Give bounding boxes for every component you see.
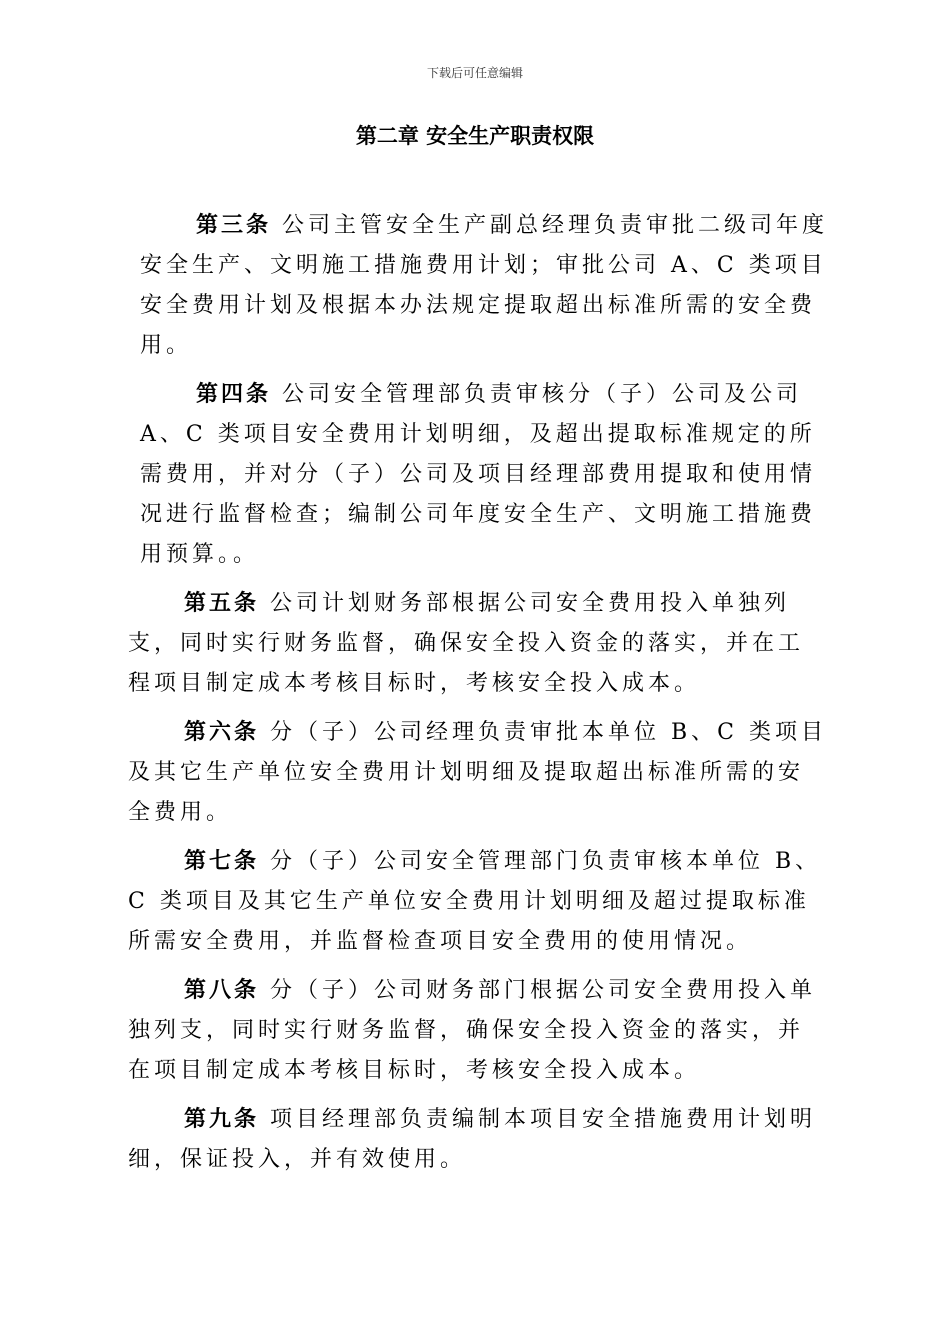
article-7 [128,841,828,962]
article-6 [128,712,828,833]
article-label: 第六条 [184,719,260,745]
article-text: 项目经理部负责编制本项目安全措施费用计划明细，保证投入，并有效使用。 [128,1107,817,1172]
article-9 [128,1099,828,1180]
article-label: 第三条 [196,212,272,238]
article-text: 分（子）公司经理负责审批本单位 B、C 类项目及其它生产单位安全费用计划明细及提取超出标准所需的安全费用。 [128,720,827,825]
article-label: 第七条 [184,848,260,874]
article-text: 分（子）公司安全管理部门负责审核本单位 B、C 类项目及其它生产单位安全费用计划明细及超过提取标准所需安全费用，并监督检查项目安全费用的使用情况。 [128,849,822,954]
article-text: 公司计划财务部根据公司安全费用投入单独列支，同时实行财务监督，确保安全投入资金的落实，并在工程项目制定成本考核目标时，考核安全投入成本。 [128,591,805,696]
chapter-title: 第二章 安全生产职责权限 [355,123,595,148]
article-text: 分（子）公司财务部门根据公司安全费用投入单独列支，同时实行财务监督，确保安全投入资金的落实，并在项目制定成本考核目标时，考核安全投入成本。 [128,978,817,1083]
article-text: 公司主管安全生产副总经理负责审批二级司年度安全生产、文明施工措施费用计划；审批公司 A、C 类项目安全费用计划及根据本办法规定提取超出标准所需的安全费用。 [140,213,829,358]
article-text: 公司安全管理部负责审核分（子）公司及公司 A、C 类项目安全费用计划明细，及超出提取标准规定的所需费用，并对分（子）公司及项目经理部费用提取和使用情况进行监督检查；编制公司年度安全生产、文明施工措施费用预算。。 [140,382,817,567]
page-header-note: 下载后可任意编辑 [426,66,523,80]
article-label: 第五条 [184,590,260,616]
article-3 [128,205,828,366]
article-label: 第四条 [196,381,272,407]
article-8 [128,970,828,1091]
article-label: 第九条 [184,1106,260,1132]
article-5 [128,583,828,704]
article-label: 第八条 [184,977,260,1003]
document-body [128,205,828,1188]
article-4 [128,374,828,575]
